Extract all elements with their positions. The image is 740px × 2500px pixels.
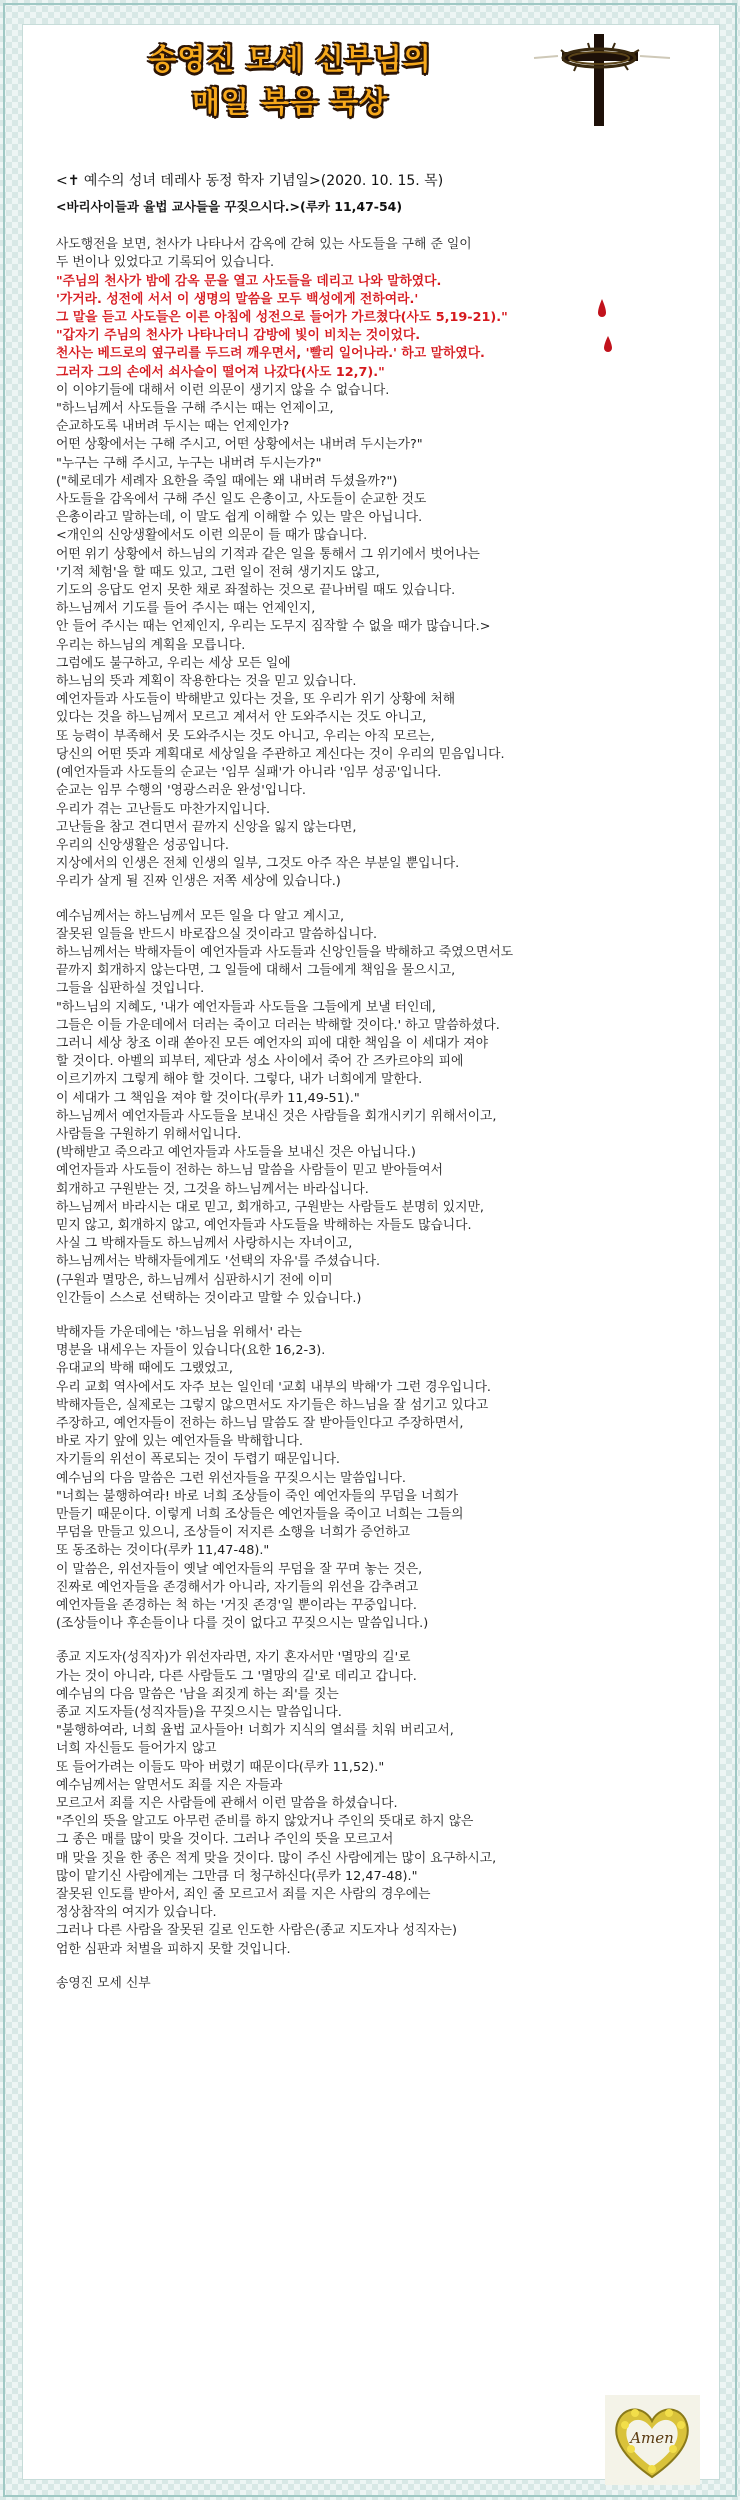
text-line: 엄한 심판과 처벌을 피하지 못할 것입니다. <box>56 1941 291 1957</box>
text-line: 그러자 그의 손에서 쇠사슬이 떨어져 나갔다(사도 12,7)." <box>56 364 385 380</box>
text-line: 회개하고 구원받는 것, 그것을 하느님께서는 바라십니다. <box>56 1181 369 1197</box>
text-line: 종교 지도자들(성직자들)을 꾸짖으시는 말씀입니다. <box>56 1705 342 1721</box>
text-line: 고난들을 참고 견디면서 끝까지 신앙을 잃지 않는다면, <box>56 819 357 835</box>
text-line: "불행하여라, 너희 율법 교사들아! 너희가 지식의 열쇠를 치워 버리고서, <box>56 1723 454 1739</box>
text-line: 어떤 상황에서는 구해 주시고, 어떤 상황에서는 내버려 두시는가?" <box>56 437 423 453</box>
text-line: 우리가 겪는 고난들도 마찬가지입니다. <box>56 801 271 817</box>
text-line: ("헤로데가 세례자 요한을 죽일 때에는 왜 내버려 두셨을까?") <box>56 473 398 489</box>
text-line: 이 말씀은, 위선자들이 옛날 예언자들의 무덤을 잘 꾸며 놓는 것은, <box>56 1561 423 1577</box>
text-line: 어떤 위기 상황에서 하느님의 기적과 같은 일을 통해서 그 위기에서 벗어나는 <box>56 546 480 562</box>
text-line: 하느님의 뜻과 계획이 작용한다는 것을 믿고 있습니다. <box>56 674 357 690</box>
text-line: 하느님께서 기도를 들어 주시는 때는 언제인지, <box>56 601 316 617</box>
text-line: 예언자들과 사도들이 전하는 하느님 말씀을 사람들이 믿고 받아들여서 <box>56 1163 443 1179</box>
text-line: "주님의 천사가 밤에 감옥 문을 열고 사도들을 데리고 나와 말하였다. <box>56 273 442 289</box>
title-line-1: 송영진 모세 신부님의 <box>148 42 432 76</box>
text-line: 매 맞을 짓을 한 종은 적게 맞을 것이다. 많이 주신 사람에게는 많이 요구하시고, <box>56 1850 497 1866</box>
text-line: 또 들어가려는 이들도 막아 버렸기 때문이다(루카 11,52)." <box>56 1759 385 1775</box>
text-line: 예수님께서는 하느님께서 모든 일을 다 알고 계시고, <box>56 908 345 924</box>
text-line: 그 종은 매를 많이 맞을 것이다. 그러나 주인의 뜻을 모르고서 <box>56 1832 394 1848</box>
text-line: 그럼에도 불구하고, 우리는 세상 모든 일에 <box>56 655 291 671</box>
text-line: 예수님께서는 알면서도 죄를 지은 자들과 <box>56 1777 283 1793</box>
amen-text: Amen <box>630 2429 674 2447</box>
text-line: 그 말을 듣고 사도들은 이른 아침에 성전으로 들어가 가르쳤다(사도 5,19-21)." <box>56 310 508 326</box>
text-line: 인간들이 스스로 선택하는 것이라고 말할 수 있습니다.) <box>56 1290 362 1306</box>
text-line: 순교는 임무 수행의 '영광스러운 완성'입니다. <box>56 783 306 799</box>
text-line: 그러니 세상 창조 이래 쏟아진 모든 예언자의 피에 대한 책임을 이 세대가 져야 <box>56 1035 489 1051</box>
text-line: <개인의 신앙생활에서도 이런 의문이 들 때가 많습니다. <box>56 528 368 544</box>
text-line: 바로 자기 앞에 있는 예언자들을 박해합니다. <box>56 1434 303 1450</box>
text-line: 가는 것이 아니라, 다른 사람들도 그 '멸망의 길'로 데리고 갑니다. <box>56 1668 417 1684</box>
text-line: 순교하도록 내버려 두시는 때는 언제인가? <box>56 419 290 435</box>
text-line: (박해받고 죽으라고 예언자들과 사도들을 보내신 것은 아닙니다.) <box>56 1145 416 1161</box>
signature: 송영진 모세 신부 <box>56 1975 151 1991</box>
thorn-crown-cross-icon <box>532 28 672 128</box>
text-line: 예수님의 다음 말씀은 그런 위선자들을 꾸짖으시는 말씀입니다. <box>56 1470 406 1486</box>
text-line: 끝까지 회개하지 않는다면, 그 일들에 대해서 그들에게 책임을 물으시고, <box>56 963 456 979</box>
text-line: 잘못된 인도를 받아서, 죄인 줄 모르고서 죄를 지은 사람의 경우에는 <box>56 1887 431 1903</box>
meditation-body <box>56 170 696 1993</box>
text-line: 무덤을 만들고 있으니, 조상들이 저지른 소행을 너희가 증언하고 <box>56 1525 410 1541</box>
text-line: 천사는 베드로의 옆구리를 두드려 깨우면서, '빨리 일어나라.' 하고 말하였다. <box>56 346 485 362</box>
text-line: 사도행전을 보면, 천사가 나타나서 감옥에 갇혀 있는 사도들을 구해 준 일이 <box>56 237 472 253</box>
text-line: 주장하고, 예언자들이 전하는 하느님 말씀도 잘 받아들인다고 주장하면서, <box>56 1416 464 1431</box>
text-line: 유대교의 박해 때에도 그랬었고, <box>56 1361 233 1377</box>
text-line: 종교 지도자(성직자)가 위선자라면, 자기 혼자서만 '멸망의 길'로 <box>56 1650 411 1666</box>
text-line: 하느님께서는 박해자들이 예언자들과 사도들과 신앙인들을 박해하고 죽였으면서도 <box>56 944 514 960</box>
text-line: 우리가 살게 될 진짜 인생은 저쪽 세상에 있습니다.) <box>56 874 341 890</box>
text-line: (구원과 멸망은, 하느님께서 심판하시기 전에 이미 <box>56 1272 333 1288</box>
text-line: 우리의 신앙생활은 성공입니다. <box>56 837 229 853</box>
text-line: 그러나 다른 사람을 잘못된 길로 인도한 사람은(종교 지도자나 성직자는) <box>56 1923 458 1939</box>
text-line: "주인의 뜻을 알고도 아무런 준비를 하지 않았거나 주인의 뜻대로 하지 않은 <box>56 1814 474 1830</box>
paragraph-container <box>56 236 696 1959</box>
text-line: "너희는 불행하여라! 바로 너희 조상들이 죽인 예언자들의 무덤을 너희가 <box>56 1488 459 1504</box>
text-line: 사실 그 박해자들도 하느님께서 사랑하시는 자녀이고, <box>56 1236 353 1252</box>
text-line: 우리는 하느님의 계획을 모릅니다. <box>56 637 246 653</box>
text-line: 지상에서의 인생은 전체 인생의 일부, 그것도 아주 작은 부분일 뿐입니다. <box>56 856 460 872</box>
text-line: 할 것이다. 아벨의 피부터, 제단과 성소 사이에서 죽어 간 즈카르야의 피에 <box>56 1054 464 1070</box>
text-line: 사람들을 구원하기 위해서입니다. <box>56 1126 242 1142</box>
text-line: 기도의 응답도 얻지 못한 채로 좌절하는 것으로 끝나버릴 때도 있습니다. <box>56 583 456 599</box>
text-line: 당신의 어떤 뜻과 계획대로 세상일을 주관하고 계신다는 것이 우리의 믿음입니다. <box>56 746 505 762</box>
amen-flower-wreath-icon <box>605 2395 700 2485</box>
feast-date-line: <✝ 예수의 성녀 데레사 동정 학자 기념일>(2020. 10. 15. 목) <box>56 173 444 189</box>
text-line: 하느님께서 예언자들과 사도들을 보내신 것은 사람들을 회개시키기 위해서이고, <box>56 1108 497 1124</box>
text-line: 명분을 내세우는 자들이 있습니다(요한 16,2-3). <box>56 1343 326 1359</box>
text-line: 하느님께서는 박해자들에게도 '선택의 자유'를 주셨습니다. <box>56 1254 381 1270</box>
text-line: 두 번이나 있었다고 기록되어 있습니다. <box>56 255 275 271</box>
text-line: 많이 맡기신 사람에게는 그만큼 더 청구하신다(루카 12,47-48)." <box>56 1868 418 1884</box>
text-line: 만들기 때문이다. 이렇게 너희 조상들은 예언자들을 죽이고 너희는 그들의 <box>56 1507 464 1523</box>
text-line: 예언자들을 존경하는 척 하는 '거짓 존경'일 뿐이라는 꾸중입니다. <box>56 1598 417 1614</box>
text-line: 그들을 심판하실 것입니다. <box>56 981 205 997</box>
text-line: 잘못된 일들을 반드시 바로잡으실 것이라고 말씀하십니다. <box>56 926 378 942</box>
title-line-2: 매일 복음 묵상 <box>191 85 389 119</box>
text-line: "하느님께서 사도들을 구해 주시는 때는 언제이고, <box>56 401 334 417</box>
text-line: (예언자들과 사도들의 순교는 '임무 실패'가 아니라 '임무 성공'입니다. <box>56 765 442 781</box>
text-line: 예수님의 다음 말씀은 '남을 죄짓게 하는 죄'를 짓는 <box>56 1686 339 1702</box>
text-line: 믿지 않고, 회개하지 않고, 예언자들과 사도들을 박해하는 자들도 많습니다. <box>56 1217 472 1233</box>
text-line: 모르고서 죄를 지은 사람들에 관해서 이런 말씀을 하셨습니다. <box>56 1796 398 1812</box>
text-line: 사도들을 감옥에서 구해 주신 일도 은총이고, 사도들이 순교한 것도 <box>56 492 427 508</box>
text-line: 박해자들은, 실제로는 그렇지 않으면서도 자기들은 하느님을 잘 섬기고 있다고 <box>56 1397 489 1413</box>
text-line: '기적 체험'을 할 때도 있고, 그런 일이 전혀 생기지도 않고, <box>56 564 380 580</box>
text-line: 이르기까지 그렇게 해야 할 것이다. 그렇다, 내가 너희에게 말한다. <box>56 1072 423 1088</box>
text-line: 이 세대가 그 책임을 져야 할 것이다(루카 11,49-51)." <box>56 1090 360 1106</box>
text-line: "갑자기 주님의 천사가 나타나더니 감방에 빛이 비치는 것이었다. <box>56 328 421 344</box>
text-line: 박해자들 가운데에는 '하느님을 위해서' 라는 <box>56 1324 302 1340</box>
text-line: 또 능력이 부족해서 못 도와주시는 것도 아니고, 우리는 아직 모르는, <box>56 728 435 744</box>
text-line: "누구는 구해 주시고, 누구는 내버려 두시는가?" <box>56 455 322 471</box>
text-line: 또 동조하는 것이다(루카 11,47-48)." <box>56 1543 270 1559</box>
text-line: 예언자들과 사도들이 박해받고 있다는 것을, 또 우리가 위기 상황에 처해 <box>56 692 456 708</box>
text-line: 하느님께서 바라시는 대로 믿고, 회개하고, 구원받는 사람들도 분명히 있지만, <box>56 1199 484 1215</box>
page-title <box>70 38 510 124</box>
gospel-reference: <바리사이들과 율법 교사들을 꾸짖으시다.>(루카 11,47-54) <box>56 199 403 214</box>
text-line: 정상참작의 여지가 있습니다. <box>56 1905 217 1921</box>
text-line: 우리 교회 역사에서도 자주 보는 일인데 '교회 내부의 박해'가 그런 경우입니다. <box>56 1379 491 1395</box>
text-line: 은총이라고 말하는데, 이 말도 쉽게 이해할 수 있는 말은 아닙니다. <box>56 510 423 526</box>
text-line: (조상들이나 후손들이나 다를 것이 없다고 꾸짖으시는 말씀입니다.) <box>56 1616 429 1632</box>
text-line: 자기들의 위선이 폭로되는 것이 두렵기 때문입니다. <box>56 1452 341 1468</box>
text-line: 안 들어 주시는 때는 언제인지, 우리는 도무지 짐작할 수 없을 때가 많습니다.> <box>56 619 491 635</box>
text-line: 있다는 것을 하느님께서 모르고 계셔서 안 도와주시는 것도 아니고, <box>56 710 427 726</box>
text-line: '가거라. 성전에 서서 이 생명의 말씀을 모두 백성에게 전하여라.' <box>56 291 419 307</box>
text-line: 진짜로 예언자들을 존경해서가 아니라, 자기들의 위선을 감추려고 <box>56 1579 419 1595</box>
text-line: "하느님의 지혜도, '내가 예언자들과 사도들을 그들에게 보낼 터인데, <box>56 999 436 1015</box>
text-line: 이 이야기들에 대해서 이런 의문이 생기지 않을 수 없습니다. <box>56 382 390 398</box>
text-line: 그들은 이들 가운데에서 더러는 죽이고 더러는 박해할 것이다.' 하고 말씀하셨다. <box>56 1017 500 1033</box>
text-line: 너희 자신들도 들어가지 않고 <box>56 1741 217 1757</box>
